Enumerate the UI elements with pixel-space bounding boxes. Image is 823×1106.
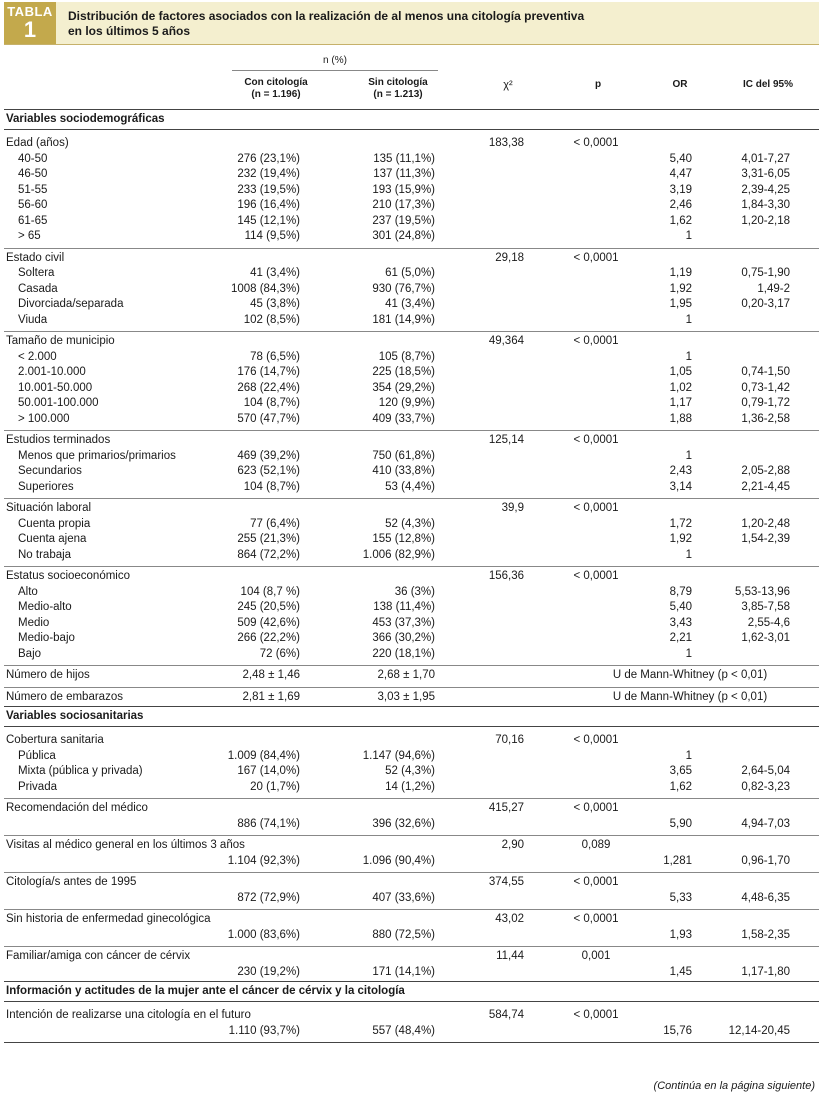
group-label: Edad (años): [6, 137, 69, 149]
row-con-value: 20 (1,7%): [250, 780, 300, 793]
row-or-value: 1: [685, 313, 692, 326]
row-label: Mixta (pública y privada): [18, 765, 143, 777]
p-value: 0,089: [581, 839, 611, 851]
row-con-value: 509 (42,6%): [237, 616, 300, 629]
tabla-label: TABLA: [7, 4, 53, 19]
table-title-line-2: en los últimos 5 años: [68, 24, 191, 38]
row-label: Medio-alto: [18, 601, 72, 613]
row-sin-value: 14 (1,2%): [385, 780, 435, 793]
row-label: 50.001-100.000: [18, 397, 99, 409]
p-value: < 0,0001: [573, 502, 619, 514]
row-con-value: 196 (16,4%): [237, 199, 300, 211]
mann-whitney-note: U de Mann-Whitney (p < 0,01): [612, 669, 768, 681]
row-label: Casada: [18, 282, 58, 295]
group-label: Estatus socioeconómico: [6, 570, 131, 582]
group-label: Número de hijos: [6, 669, 90, 681]
row-sin-value: 225 (18,5%): [372, 366, 435, 378]
group-rule: [4, 687, 819, 688]
row-or-value: 4,47: [669, 168, 692, 180]
row-ic-value: 1,17-1,80: [741, 965, 790, 978]
row-con-value: 102 (8,5%): [243, 313, 300, 326]
row-con-value: 245 (20,5%): [237, 601, 300, 613]
p-value: < 0,0001: [573, 876, 619, 888]
row-or-value: 1,72: [669, 517, 692, 530]
row-label: Bajo: [18, 647, 42, 660]
row-ic-value: 2,21-4,45: [741, 480, 790, 493]
group-label: Visitas al médico general en los últimos 3 años: [6, 839, 245, 851]
row-or-value: 1: [685, 449, 692, 462]
row-sin-value: 137 (11,3%): [373, 168, 435, 180]
col-ic-header: IC del 95%: [742, 79, 794, 90]
row-sin-value: 193 (15,9%): [372, 183, 435, 196]
row-ic-value: 4,94-7,03: [741, 817, 790, 830]
row-or-value: 2,21: [669, 632, 692, 644]
row-label: 10.001-50.000: [18, 381, 93, 394]
row-sin-value: 410 (33,8%): [372, 465, 435, 477]
row-label: Soltera: [18, 267, 55, 279]
chi-square-value: 584,74: [488, 1009, 524, 1021]
row-con-value: 114 (9,5%): [244, 230, 300, 242]
row-sin-value: 120 (9,9%): [378, 397, 435, 409]
row-label: Cuenta propia: [18, 517, 91, 530]
row-or-value: 1,92: [669, 282, 692, 295]
row-sin-value: 210 (17,3%): [372, 199, 435, 211]
row-or-value: 1,95: [669, 298, 692, 310]
row-or-value: 1,88: [669, 412, 692, 425]
row-label: 51-55: [18, 183, 48, 196]
row-sin-value: 557 (48,4%): [372, 1024, 435, 1037]
row-or-value: 2,43: [669, 465, 692, 477]
row-or-value: 1: [685, 230, 692, 242]
group-value-con: 2,81 ± 1,69: [242, 690, 300, 703]
chi-square-value: 49,364: [488, 335, 524, 347]
row-label: Viuda: [18, 313, 48, 326]
row-con-value: 104 (8,7 %): [240, 585, 300, 598]
row-ic-value: 3,85-7,58: [741, 601, 790, 613]
section-rule: [4, 1001, 819, 1002]
row-con-value: 268 (22,4%): [237, 381, 300, 394]
row-con-value: 886 (74,1%): [237, 817, 300, 830]
row-sin-value: 155 (12,8%): [372, 533, 435, 545]
row-or-value: 1,92: [669, 533, 692, 545]
col-group-rule: [232, 70, 438, 71]
chi-square-value: 43,02: [495, 913, 524, 925]
row-sin-value: 1.096 (90,4%): [362, 854, 435, 867]
p-value: < 0,0001: [573, 335, 619, 347]
row-sin-value: 52 (4,3%): [385, 765, 435, 777]
group-label: Cobertura sanitaria: [6, 734, 104, 746]
row-label: Superiores: [18, 480, 74, 493]
row-or-value: 1,05: [669, 366, 692, 378]
row-con-value: 1.009 (84,4%): [227, 749, 300, 762]
row-label: 56-60: [18, 199, 48, 211]
group-rule: [4, 498, 819, 499]
group-rule: [4, 872, 819, 873]
row-ic-value: 2,05-2,88: [741, 465, 790, 477]
row-ic-value: 0,79-1,72: [741, 397, 790, 409]
p-value: < 0,0001: [573, 913, 619, 925]
col-sin-line-1: Sin citología: [368, 77, 428, 88]
row-ic-value: 0,73-1,42: [741, 381, 790, 394]
row-sin-value: 135 (11,1%): [373, 152, 435, 165]
row-sin-value: 61 (5,0%): [385, 267, 435, 279]
group-rule: [4, 248, 819, 249]
col-con-header: [228, 77, 324, 101]
chi-square-value: 183,38: [488, 137, 524, 149]
group-rule: [4, 798, 819, 799]
row-label: 46-50: [18, 168, 48, 180]
group-rule: [4, 946, 819, 947]
chi-square-value: 156,36: [488, 570, 524, 582]
row-sin-value: 1.147 (94,6%): [362, 749, 435, 762]
row-con-value: 41 (3,4%): [250, 267, 300, 279]
row-sin-value: 407 (33,6%): [372, 891, 435, 904]
row-con-value: 1.000 (83,6%): [227, 928, 300, 941]
row-or-value: 1,281: [663, 854, 692, 867]
p-value: < 0,0001: [573, 570, 619, 582]
table-title: [68, 9, 668, 39]
chi-square-value: 374,55: [488, 876, 524, 888]
row-con-value: 230 (19,2%): [237, 965, 300, 978]
row-label: Alto: [18, 585, 38, 598]
col-chi-header: χ²: [503, 79, 513, 91]
row-or-value: 1: [685, 749, 692, 762]
row-ic-value: 0,74-1,50: [741, 366, 790, 378]
row-ic-value: 1,58-2,35: [741, 928, 790, 941]
row-label: No trabaja: [18, 548, 72, 561]
group-rule: [4, 331, 819, 332]
row-con-value: 255 (21,3%): [237, 533, 300, 545]
row-ic-value: 4,01-7,27: [741, 152, 790, 165]
row-label: 2.001-10.000: [18, 366, 86, 378]
row-ic-value: 0,96-1,70: [741, 854, 790, 867]
section-rule: [4, 129, 819, 130]
row-sin-value: 930 (76,7%): [372, 282, 435, 295]
row-sin-value: 41 (3,4%): [385, 298, 435, 310]
p-value: < 0,0001: [573, 802, 619, 814]
row-sin-value: 880 (72,5%): [372, 928, 435, 941]
row-con-value: 864 (72,2%): [237, 548, 300, 561]
tabla-number: 1: [23, 17, 37, 42]
row-con-value: 276 (23,1%): [237, 152, 300, 165]
row-con-value: 1.110 (93,7%): [228, 1024, 300, 1037]
row-label: Pública: [18, 749, 56, 762]
chi-square-value: 39,9: [501, 502, 524, 514]
section-rule: [4, 706, 819, 707]
row-sin-value: 453 (37,3%): [372, 616, 435, 629]
group-value-con: 2,48 ± 1,46: [242, 669, 300, 681]
table-header-band: [4, 2, 819, 45]
p-value: < 0,0001: [573, 251, 619, 264]
row-sin-value: 36 (3%): [394, 585, 435, 598]
row-or-value: 8,79: [669, 585, 692, 598]
group-label: Tamaño de municipio: [6, 335, 115, 347]
row-or-value: 1,62: [669, 214, 692, 227]
row-sin-value: 53 (4,4%): [385, 480, 435, 493]
chi-square-value: 2,90: [501, 839, 524, 851]
row-sin-value: 366 (30,2%): [372, 632, 435, 644]
group-label: Familiar/amiga con cáncer de cérvix: [6, 950, 191, 962]
p-value: 0,001: [581, 950, 611, 962]
row-or-value: 1: [685, 647, 692, 660]
row-con-value: 145 (12,1%): [237, 214, 300, 227]
p-value: < 0,0001: [573, 734, 619, 746]
col-or-header: OR: [672, 79, 688, 90]
row-label: Cuenta ajena: [18, 533, 87, 545]
row-con-value: 45 (3,8%): [250, 298, 300, 310]
row-label: > 65: [18, 230, 41, 242]
row-or-value: 1,93: [669, 928, 692, 941]
row-con-value: 233 (19,5%): [237, 183, 300, 196]
col-p-header: p: [594, 79, 602, 90]
row-con-value: 104 (8,7%): [243, 480, 300, 493]
row-sin-value: 1.006 (82,9%): [362, 548, 435, 561]
col-group-label: n (%): [323, 55, 347, 66]
row-ic-value: 1,20-2,48: [741, 517, 790, 530]
row-or-value: 3,14: [669, 480, 692, 493]
row-or-value: 1,02: [669, 381, 692, 394]
row-con-value: 469 (39,2%): [237, 449, 300, 462]
chi-square-value: 11,44: [496, 950, 524, 962]
group-value-sin: 3,03 ± 1,95: [377, 690, 435, 703]
row-or-value: 3,19: [669, 183, 692, 196]
row-sin-value: 301 (24,8%): [372, 230, 435, 242]
mann-whitney-note: U de Mann-Whitney (p < 0,01): [612, 690, 768, 703]
row-con-value: 266 (22,2%): [237, 632, 300, 644]
row-con-value: 72 (6%): [259, 647, 300, 660]
row-sin-value: 138 (11,4%): [373, 601, 435, 613]
p-value: < 0,0001: [573, 434, 619, 446]
group-label: Situación laboral: [6, 502, 92, 514]
chi-square-value: 29,18: [495, 251, 524, 264]
chi-square-value: 70,16: [495, 734, 524, 746]
group-label: Intención de realizarse una citología en el futuro: [6, 1009, 251, 1021]
row-or-value: 3,65: [669, 765, 692, 777]
row-ic-value: 1,20-2,18: [741, 214, 790, 227]
row-label: Privada: [18, 780, 57, 793]
section-rule: [4, 981, 819, 982]
row-con-value: 1.104 (92,3%): [227, 854, 300, 867]
row-or-value: 3,43: [669, 616, 692, 629]
row-or-value: 1: [685, 350, 692, 363]
row-or-value: 1,62: [669, 780, 692, 793]
row-or-value: 2,46: [669, 199, 692, 211]
row-ic-value: 12,14-20,45: [728, 1024, 790, 1037]
group-label: Sin historia de enfermedad ginecológica: [6, 913, 211, 925]
row-sin-value: 750 (61,8%): [372, 449, 435, 462]
p-value: < 0,0001: [573, 137, 619, 149]
row-ic-value: 0,75-1,90: [741, 267, 790, 279]
row-label: < 2.000: [18, 350, 57, 363]
row-sin-value: 105 (8,7%): [378, 350, 435, 363]
row-label: > 100.000: [18, 412, 70, 425]
group-rule: [4, 835, 819, 836]
row-con-value: 623 (52,1%): [237, 465, 300, 477]
row-or-value: 5,90: [669, 817, 692, 830]
group-rule: [4, 909, 819, 910]
row-ic-value: 0,20-3,17: [741, 298, 790, 310]
row-sin-value: 409 (33,7%): [372, 412, 435, 425]
col-sin-line-2: (n = 1.213): [373, 89, 423, 100]
row-or-value: 5,40: [669, 152, 692, 165]
row-ic-value: 1,84-3,30: [741, 199, 790, 211]
row-or-value: 15,76: [663, 1024, 692, 1037]
row-ic-value: 1,54-2,39: [741, 533, 790, 545]
group-rule: [4, 665, 819, 666]
group-label: Citología/s antes de 1995: [6, 876, 137, 888]
row-or-value: 1: [685, 548, 692, 561]
group-label: Recomendación del médico: [6, 802, 148, 814]
row-label: Divorciada/separada: [18, 298, 124, 310]
table-bottom-rule: [4, 1042, 819, 1043]
col-con-line-2: (n = 1.196): [251, 89, 301, 100]
row-sin-value: 220 (18,1%): [372, 647, 435, 660]
col-con-line-1: Con citología: [244, 77, 308, 88]
row-sin-value: 354 (29,2%): [372, 381, 435, 394]
row-label: 40-50: [18, 152, 48, 165]
row-label: Secundarios: [18, 465, 82, 477]
section-rule: [4, 109, 819, 110]
row-con-value: 104 (8,7%): [243, 397, 300, 409]
row-label: Menos que primarios/primarios: [18, 449, 176, 462]
continuation-note: (Continúa en la página siguiente): [653, 1080, 815, 1092]
row-or-value: 1,19: [669, 267, 692, 279]
row-ic-value: 0,82-3,23: [741, 780, 790, 793]
group-label: Número de embarazos: [6, 690, 123, 703]
row-label: Medio-bajo: [18, 632, 75, 644]
row-label: 61-65: [18, 214, 48, 227]
group-label: Estado civil: [6, 251, 65, 264]
row-con-value: 176 (14,7%): [237, 366, 300, 378]
row-con-value: 77 (6,4%): [250, 517, 300, 530]
group-value-sin: 2,68 ± 1,70: [377, 669, 435, 681]
row-ic-value: 2,39-4,25: [741, 183, 790, 196]
row-sin-value: 237 (19,5%): [372, 214, 435, 227]
row-label: Medio: [18, 616, 50, 629]
section-rule: [4, 726, 819, 727]
p-value: < 0,0001: [573, 1009, 619, 1021]
row-ic-value: 1,36-2,58: [741, 412, 790, 425]
row-sin-value: 52 (4,3%): [385, 517, 435, 530]
col-sin-header: [350, 77, 446, 101]
row-sin-value: 171 (14,1%): [372, 965, 435, 978]
row-or-value: 5,33: [669, 891, 692, 904]
row-ic-value: 2,64-5,04: [741, 765, 790, 777]
row-sin-value: 181 (14,9%): [372, 313, 435, 326]
row-or-value: 5,40: [669, 601, 692, 613]
row-con-value: 872 (72,9%): [237, 891, 300, 904]
chi-square-value: 125,14: [488, 434, 524, 446]
tabla-badge: [4, 2, 56, 44]
row-ic-value: 2,55-4,6: [747, 616, 790, 629]
row-ic-value: 4,48-6,35: [741, 891, 790, 904]
table-title-line-1: Distribución de factores asociados con la realización de al menos una citología preventiva: [68, 9, 585, 23]
row-con-value: 1008 (84,3%): [230, 282, 300, 295]
row-ic-value: 1,62-3,01: [741, 632, 790, 644]
group-rule: [4, 566, 819, 567]
chi-square-value: 415,27: [488, 802, 524, 814]
row-ic-value: 3,31-6,05: [741, 168, 790, 180]
section-heading: Variables sociodemográficas: [6, 113, 165, 125]
row-ic-value: 1,49-2: [757, 282, 790, 295]
row-ic-value: 5,53-13,96: [735, 585, 790, 598]
row-con-value: 570 (47,7%): [237, 412, 300, 425]
group-label: Estudios terminados: [6, 434, 111, 446]
row-con-value: 78 (6,5%): [250, 350, 300, 363]
row-or-value: 1,45: [669, 965, 692, 978]
section-heading: Variables sociosanitarias: [6, 710, 144, 722]
row-sin-value: 396 (32,6%): [372, 817, 435, 830]
section-heading: Información y actitudes de la mujer ante el cáncer de cérvix y la citología: [6, 985, 405, 997]
row-or-value: 1,17: [669, 397, 692, 409]
group-rule: [4, 430, 819, 431]
row-con-value: 167 (14,0%): [237, 765, 300, 777]
row-con-value: 232 (19,4%): [237, 168, 300, 180]
